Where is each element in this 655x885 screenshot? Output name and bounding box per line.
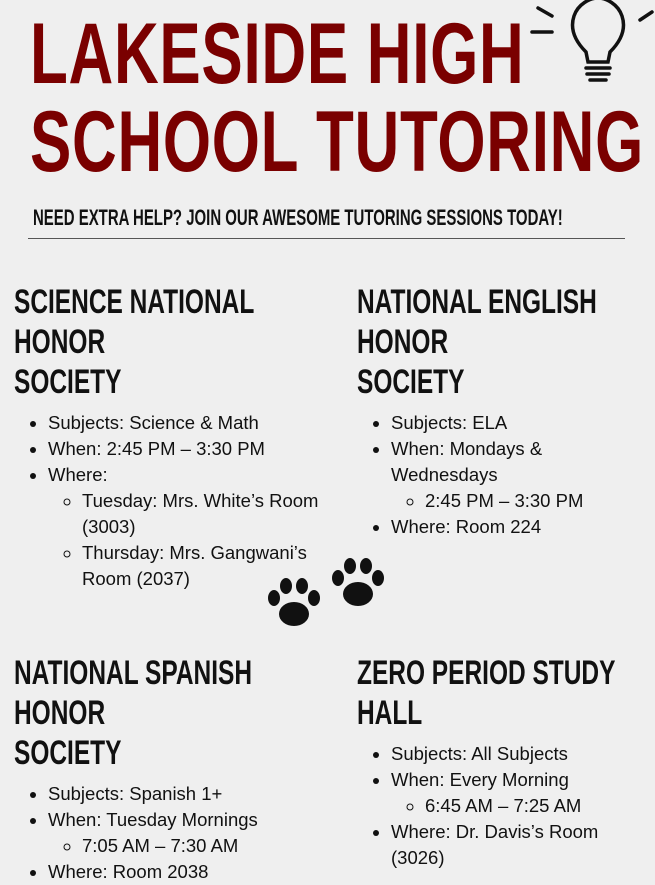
subjects-item: • Subjects: Spanish 1+: [48, 781, 334, 807]
lightbulb-icon: [530, 0, 655, 90]
title-line-2: SCHOOL TUTORING: [30, 94, 644, 190]
when-item: [391, 436, 597, 514]
section-spanish: [14, 653, 334, 885]
section-title-line-1: NATIONAL ENGLISH HONOR: [357, 283, 597, 361]
subjects-item: • Subjects: Science & Math: [48, 410, 334, 436]
when-label: When: Every Morning: [391, 769, 569, 790]
when-sub-list: [48, 833, 334, 859]
when-sub-item: ◦ 7:05 AM – 7:30 AM: [82, 833, 334, 859]
when-sub-list: [391, 488, 597, 514]
section-english: [357, 282, 597, 540]
where-sub-item: ◦ Thursday: Mrs. Gangwani’s Room (2037): [82, 540, 334, 592]
when-sub-item: ◦ 2:45 PM – 3:30 PM: [425, 488, 597, 514]
section-title-line-2: SOCIETY: [14, 363, 122, 401]
where-sub-item: ◦ Tuesday: Mrs. White’s Room (3003): [82, 488, 334, 540]
section-list: [14, 781, 334, 885]
section-title: [14, 653, 316, 773]
subjects-item: • Subjects: All Subjects: [391, 741, 627, 767]
where-item: [48, 462, 334, 592]
section-title: [14, 282, 316, 402]
subjects-item: • Subjects: ELA: [391, 410, 597, 436]
when-label: When: Tuesday Mornings: [48, 809, 258, 830]
section-title-line-1: ZERO PERIOD STUDY HALL: [357, 654, 615, 732]
when-sub-list: [391, 793, 627, 819]
paw-print-icon: [266, 576, 322, 630]
when-item: • When: 2:45 PM – 3:30 PM: [48, 436, 334, 462]
section-list: [357, 741, 627, 871]
when-item: [391, 767, 627, 819]
section-title: [357, 653, 655, 733]
when-sub-item: ◦ 6:45 AM – 7:25 AM: [425, 793, 627, 819]
where-item: • Where: Room 224: [391, 514, 597, 540]
where-label: Where:: [48, 464, 108, 485]
section-title-line-2: SOCIETY: [14, 734, 122, 772]
section-list: [14, 410, 334, 592]
where-item: • Where: Dr. Davis’s Room (3026): [391, 819, 627, 871]
section-zero-period: [357, 653, 627, 871]
divider: [28, 238, 625, 239]
section-title-line-2: SOCIETY: [357, 363, 465, 401]
section-title: [357, 282, 655, 402]
paw-print-icon: [330, 556, 386, 610]
title-line-1: LAKESIDE HIGH: [30, 6, 525, 102]
section-title-line-1: NATIONAL SPANISH HONOR: [14, 654, 253, 732]
when-label: When: Mondays & Wednesdays: [391, 438, 543, 485]
section-title-line-1: SCIENCE NATIONAL HONOR: [14, 283, 254, 361]
section-list: [357, 410, 597, 540]
section-science: [14, 282, 334, 592]
where-item: • Where: Room 2038: [48, 859, 334, 885]
tagline: NEED EXTRA HELP? JOIN OUR AWESOME TUTORING SESSIONS TODAY!: [33, 205, 563, 230]
when-item: [48, 807, 334, 859]
